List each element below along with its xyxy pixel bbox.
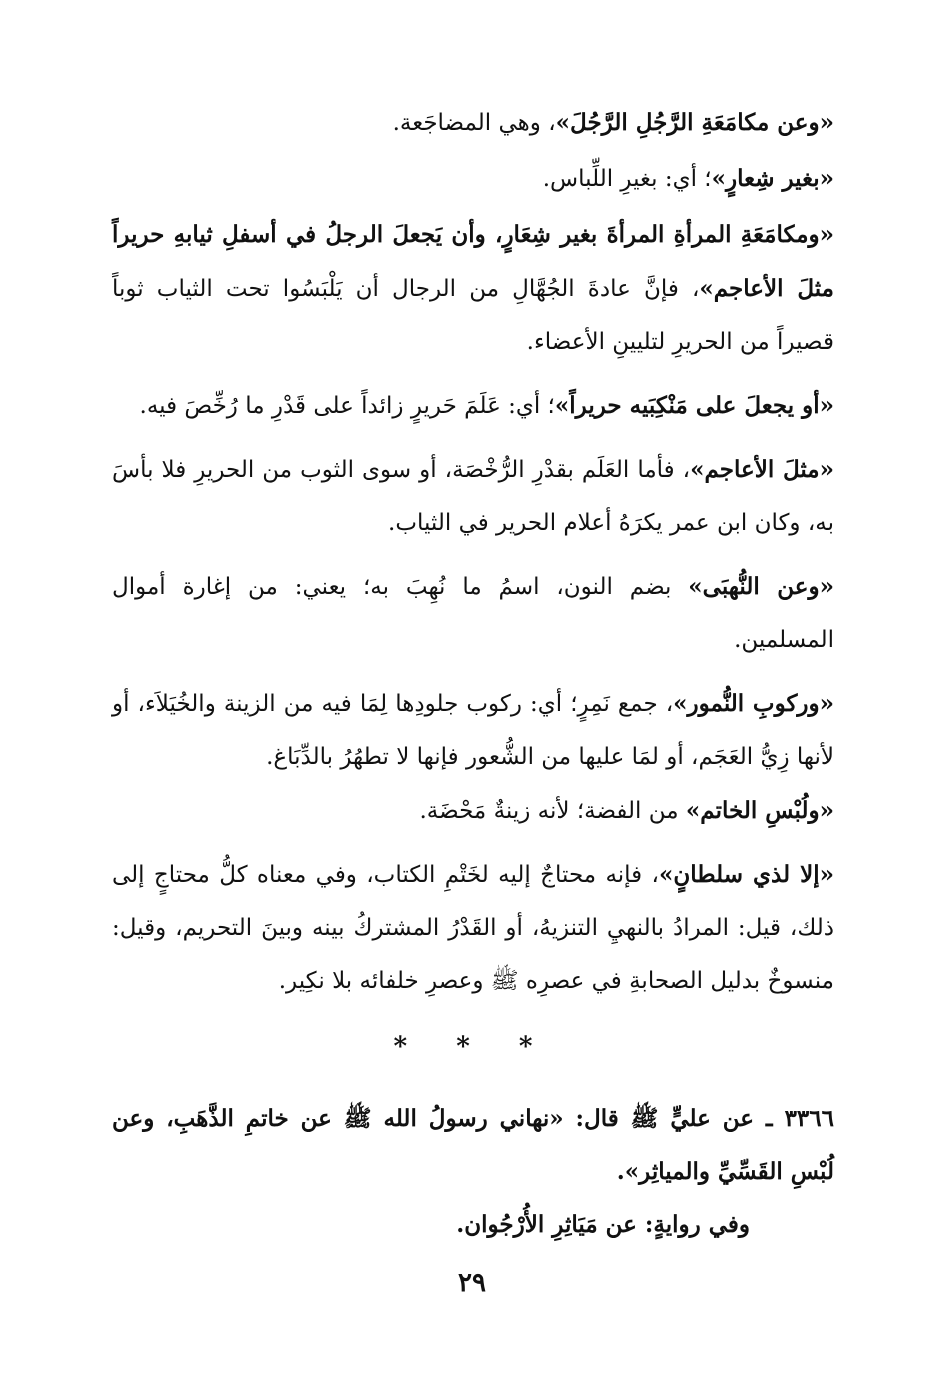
quoted-text: «وعن مكامَعَةِ الرَّجُلِ الرَّجُلَ» <box>555 109 834 136</box>
paragraph-nuhba <box>112 560 834 667</box>
paragraph-numur <box>112 677 834 784</box>
commentary-text: ، وهي المضاجَعة. <box>392 110 556 136</box>
paragraph-mankibayh <box>112 379 834 433</box>
commentary-text: ؛ أي: عَلَمَ حَريرٍ زائداً على قَدْرِ ما رُخِّصَ فيه. <box>139 393 555 419</box>
paragraph-khatam <box>112 784 834 838</box>
paragraph-mukamaa <box>112 96 834 150</box>
quoted-text: «وركوبِ النُّمور» <box>673 690 834 717</box>
quoted-text: «أو يجعلَ على مَنْكِبَيه حريراً» <box>554 392 834 419</box>
commentary-text: ؛ أي: بغيرِ اللِّباس. <box>542 166 712 192</box>
page-number: ٢٩ <box>458 1268 486 1298</box>
commentary-text: ، فإنَّ عادةَ الجُهَّالِ من الرجال أن يَلْبَسُوا تحت الثياب ثوباً قصيراً من الحريرِ لتليينِ الأعضاء. <box>112 276 834 355</box>
quoted-text: «ومكامَعَةِ المرأةِ المرأةَ بغير شِعَارٍ، وأن يَجعلَ الرجلُ في أسفلِ ثيابهِ حريراً مثلَ الأعاجم» <box>112 221 835 302</box>
hadith-riwaya: وفي روايةٍ: عن مَيَاثِرِ الأُرْجُوان. <box>456 1211 750 1238</box>
quoted-text: «وعن النُّهبَى» <box>688 573 835 600</box>
paragraph-mithl-alaajim <box>112 443 834 550</box>
quoted-text: «بغير شِعارٍ» <box>711 165 834 192</box>
section-separator: * * * <box>393 1032 553 1062</box>
commentary-text: ، فإنه محتاجٌ إليه لخَتْمِ الكتاب، وفي معناه كلُّ محتاجٍ إلى ذلك، قيل: المرادُ بالنهيِ التنزيهُ، أو القَدْرُ المشتركُ بينه وبينَ التحريم، وقيل: منسوخٌ بدليل الصحابةِ في عصرِه ﷺ وعصرِ خلفائه بلا نكِير. <box>112 862 834 994</box>
commentary-text: بضم النون، اسمُ ما نُهِبَ به؛ يعني: من إغارة أموال المسلمين. <box>112 574 834 653</box>
paragraph-mukamaat-almarah <box>112 208 834 369</box>
quoted-text: «مثلَ الأعاجم» <box>690 456 834 483</box>
hadith-text: ٣٣٦٦ ـ عن عليٍّ ﷺ قال: «نهاني رسولُ الله ﷺ عن خاتمِ الذَّهَبِ، وعن لُبْسِ القَسِّيِّ والمياثِر». <box>112 1105 834 1185</box>
paragraph-bighayr-shiar <box>112 152 834 206</box>
quoted-text: «إلا لذي سلطانٍ» <box>658 861 834 888</box>
paragraph-sultan <box>112 848 834 1008</box>
quoted-text: «ولُبْسِ الخاتم» <box>685 797 834 824</box>
commentary-text: ، جمع نَمِرٍ؛ أي: ركوب جلودِها لِمَا فيه من الزينة والخُيَلاَء، أو لأنها زِيُّ العَجَم، أو لمَا عليها من الشُّعور فإنها لا تطهُرُ بالدِّبَاغ. <box>112 691 834 770</box>
commentary-text: من الفضة؛ لأنه زينةٌ مَحْضَة. <box>419 798 686 824</box>
commentary-text: ، فأما العَلَم بقدْرِ الرُّخْصَة، أو سوى الثوب من الحريرِ فلا بأسَ به، وكان ابن عمر يكرَهُ أعلام الحرير في الثياب. <box>112 457 834 536</box>
